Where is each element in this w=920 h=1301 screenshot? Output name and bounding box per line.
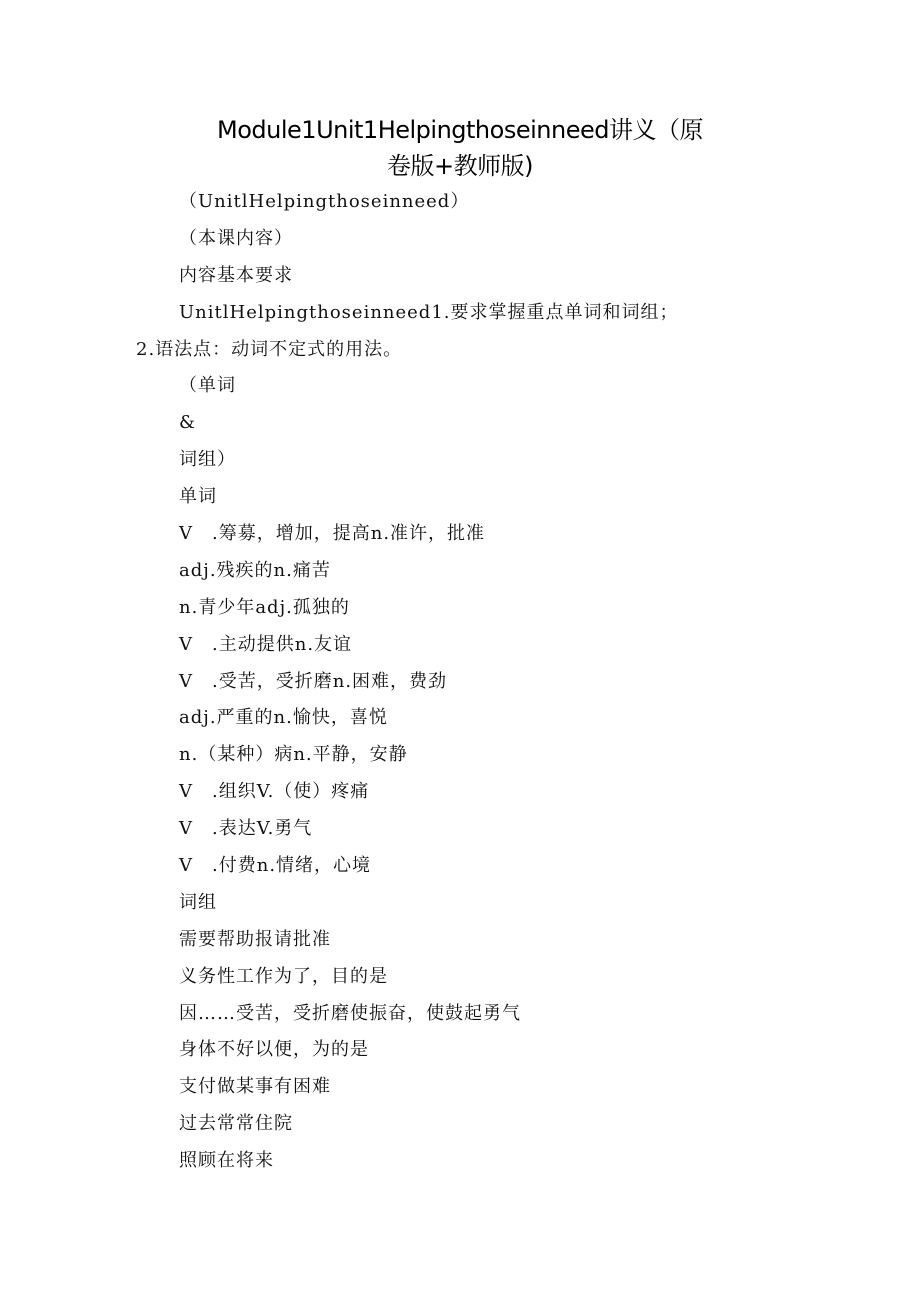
requirement-line-1: UnitlHelpingthoseinneed1.要求掌握重点单词和词组； xyxy=(179,301,679,323)
vocab-item: V .主动提供n.友谊 xyxy=(179,633,353,655)
vocab-item: V .受苦，受折磨n.困难，费劲 xyxy=(179,670,448,692)
title-line-2: 卷版+教师版) xyxy=(387,152,533,180)
phrase-item: 照顾在将来 xyxy=(179,1150,274,1172)
unit-heading: （UnitlHelpingthoseinneed） xyxy=(179,191,470,212)
vocab-item: V .组织V.（使）疼痛 xyxy=(179,781,370,803)
phrase-item: 支付做某事有困难 xyxy=(179,1076,331,1098)
requirement-line-2: 2.语法点：动词不定式的用法。 xyxy=(136,338,403,360)
section-label-words-open: （单词 xyxy=(179,375,236,397)
phrases-heading: 词组 xyxy=(179,891,217,913)
document-title xyxy=(140,112,780,184)
section-label-phrases-close: 词组） xyxy=(179,449,236,471)
vocab-item: V .表达V.勇气 xyxy=(179,818,313,840)
vocab-item: n.青少年adj.孤独的 xyxy=(179,596,350,618)
phrase-item: 义务性工作为了，目的是 xyxy=(179,965,388,987)
vocab-item: adj.严重的n.愉快，喜悦 xyxy=(179,707,388,729)
vocab-item: n.（某种）病n.平静，安静 xyxy=(179,744,408,766)
section-label-course-content: （本课内容） xyxy=(179,227,293,249)
phrase-item: 过去常常住院 xyxy=(179,1113,293,1135)
content-requirements-header: 内容基本要求 xyxy=(179,264,293,286)
words-heading: 单词 xyxy=(179,486,217,508)
phrase-item: 需要帮助报请批准 xyxy=(179,928,331,950)
vocab-item: adj.残疾的n.痛苦 xyxy=(179,559,331,581)
title-line-1: Module1Unit1Helpingthoseinneed讲义（原 xyxy=(217,116,703,144)
vocab-item: V .付费n.情绪，心境 xyxy=(179,855,372,877)
section-label-ampersand: & xyxy=(179,412,197,434)
vocab-item: V .筹募，增加，提高n.准许，批准 xyxy=(179,523,486,545)
document-body xyxy=(0,184,920,1180)
phrase-item: 身体不好以便，为的是 xyxy=(179,1039,369,1061)
phrase-item: 因……受苦，受折磨使振奋，使鼓起勇气 xyxy=(179,1002,521,1024)
